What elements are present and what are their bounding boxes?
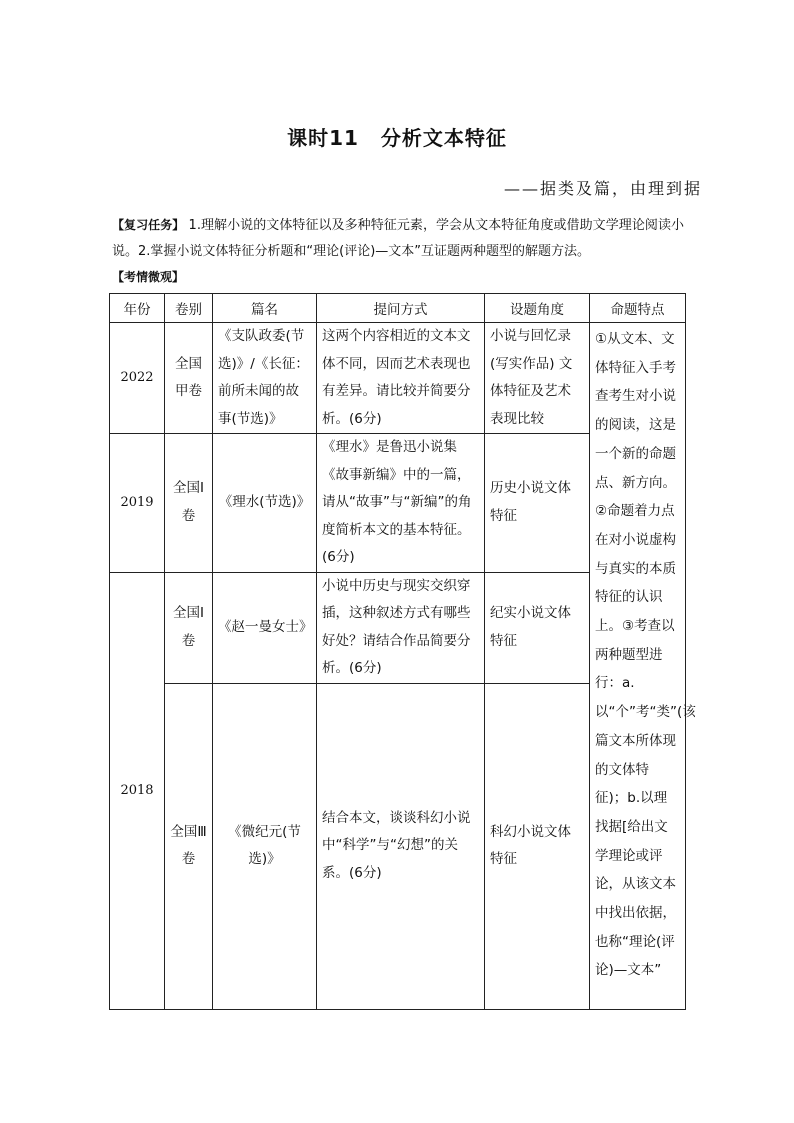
lesson-number: 课时11 — [287, 126, 359, 150]
review-task-text: 1.理解小说的文体特征以及多种特征元素，学会从文本特征角度或借助文学理论阅读小说。2.掌握小说文体特征分析题和“理论(评论)—文本”互证题两种题型的解题方法。 — [112, 218, 685, 259]
title-cell: 《微纪元(节选)》 — [213, 683, 317, 1009]
year-cell: 2019 — [110, 434, 165, 573]
title-cell: 《理水(节选)》 — [213, 434, 317, 573]
question-cell: 这两个内容相近的文本文体不同，因而艺术表现也有差异。请比较并简要分析。(6分) — [317, 323, 485, 434]
question-cell: 《理水》是鲁迅小说集《故事新编》中的一篇，请从“故事”与“新编”的角度简析本文的基本特征。(6分) — [317, 434, 485, 573]
paper-cell: 全国Ⅲ卷 — [165, 683, 213, 1009]
lesson-topic: 分析文本特征 — [380, 126, 507, 150]
header-title: 篇名 — [213, 294, 317, 323]
page-title — [0, 122, 794, 151]
angle-cell: 纪实小说文体特征 — [485, 572, 590, 683]
exam-table — [109, 293, 696, 1010]
paper-cell: 全国甲卷 — [165, 323, 213, 434]
page-subtitle: ——据类及篇，由理到据 — [503, 179, 702, 198]
review-task — [112, 212, 684, 265]
header-angle: 设题角度 — [485, 294, 590, 323]
question-cell: 小说中历史与现实交织穿插，这种叙述方式有哪些好处？请结合作品简要分析。(6分) — [317, 572, 485, 683]
title-cell: 《支队政委(节选)》/《长征：前所未闻的故事(节选)》 — [213, 323, 317, 434]
header-paper: 卷别 — [165, 294, 213, 323]
exam-overview-label: 【考情微观】 — [112, 270, 185, 284]
header-question: 提问方式 — [317, 294, 485, 323]
year-cell: 2022 — [110, 323, 165, 434]
question-cell: 结合本文，谈谈科幻小说中“科学”与“幻想”的关系。(6分) — [317, 683, 485, 1009]
angle-cell: 科幻小说文体特征 — [485, 683, 590, 1009]
header-year: 年份 — [110, 294, 165, 323]
angle-cell: 小说与回忆录(写实作品) 文体特征及艺术表现比较 — [485, 323, 590, 434]
angle-cell: 历史小说文体特征 — [485, 434, 590, 573]
paper-cell: 全国Ⅰ卷 — [165, 434, 213, 573]
header-traits: 命题特点 — [590, 294, 686, 323]
title-cell: 《赵一曼女士》 — [213, 572, 317, 683]
table-header-row — [110, 294, 686, 323]
traits-cell: ①从文本、文体特征入手考查考生对小说的阅读，这是一个新的命题点、新方向。②命题着力点在对小说虚构与真实的本质特征的认识上。③考查以两种题型进行：a.以“个”考“类”(该篇文本所体现的文体特征)；b.以理找据[给出文学理论或评论，从该文本中找出依据，也称“理论(评论)—文本” — [590, 323, 686, 1010]
paper-cell: 全国Ⅰ卷 — [165, 572, 213, 683]
table-row — [110, 323, 686, 434]
review-task-label: 【复习任务】 — [112, 218, 185, 232]
year-cell: 2018 — [110, 572, 165, 1009]
